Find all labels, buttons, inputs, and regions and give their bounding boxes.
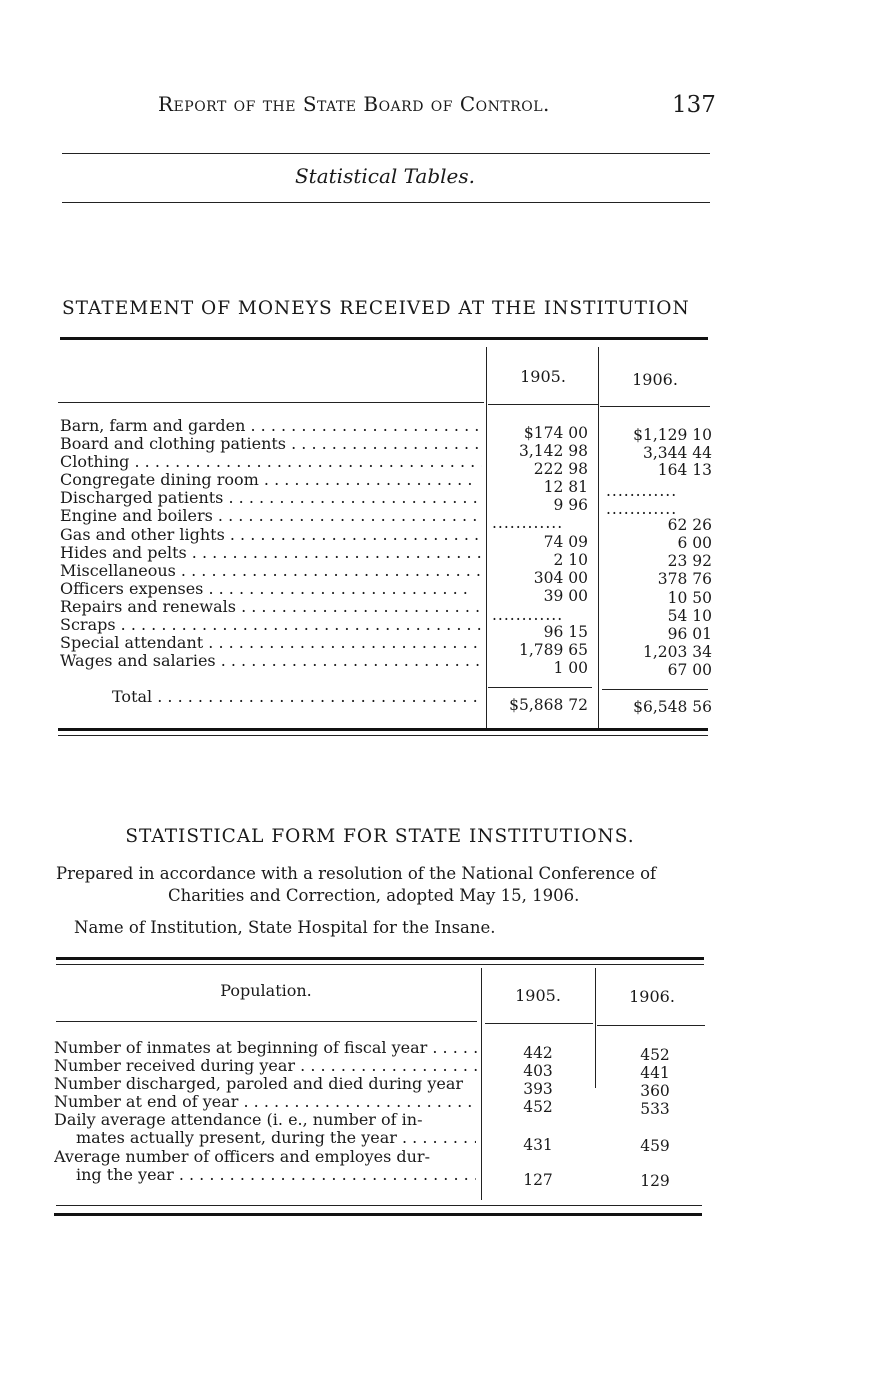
population-label: Number discharged, paroled and died during year xyxy=(54,1075,464,1093)
amount-1906: 67 00 xyxy=(667,661,712,679)
moneys-bottom-rule-2 xyxy=(58,735,708,736)
statform-top-rule xyxy=(56,957,704,960)
population-1906: 441 xyxy=(640,1064,670,1082)
header-rule-bottom xyxy=(62,202,710,203)
amount-1905: 9 96 xyxy=(553,496,588,514)
statform-bottom-rule xyxy=(56,1205,702,1206)
moneys-header-rule-stub xyxy=(58,402,484,403)
row-label: Engine and boilers . . . xyxy=(60,507,482,525)
moneys-header-rule-1905 xyxy=(488,404,598,405)
moneys-col-1906: 1906. xyxy=(632,370,678,389)
page-number: 137 xyxy=(672,92,716,118)
population-1905: 452 xyxy=(523,1098,553,1116)
row-label: Officers expenses . . . xyxy=(60,580,472,598)
statform-top-rule-2 xyxy=(56,964,704,965)
amount-1905: 1 00 xyxy=(553,659,588,677)
amount-1905: 96 15 xyxy=(543,623,588,641)
total-1906: $6,548 56 xyxy=(633,698,712,716)
row-label: Clothing . . . xyxy=(60,453,482,471)
statform-header-rule-1905 xyxy=(485,1023,593,1024)
amount-1906: 10 50 xyxy=(667,589,712,607)
amount-1905-blank: ............ xyxy=(492,606,564,624)
population-1905: 127 xyxy=(523,1171,553,1189)
prepared-note-line2: Charities and Correction, adopted May 15, 1906. xyxy=(168,886,580,905)
row-label: Miscellaneous . . . xyxy=(60,562,482,580)
statform-bottom-rule-2 xyxy=(54,1213,702,1216)
institution-name: Name of Institution, State Hospital for the Insane. xyxy=(74,918,496,937)
row-label: Special attendant . . . xyxy=(60,634,482,652)
header-rule-top xyxy=(62,153,710,154)
amount-1906: 96 01 xyxy=(667,625,712,643)
amount-1906: $1,129 10 xyxy=(633,426,712,444)
population-1906: 452 xyxy=(640,1046,670,1064)
amount-1905: 222 98 xyxy=(533,460,588,478)
population-1905: 403 xyxy=(523,1062,553,1080)
population-label-line2: mates actually present, during the year . . . xyxy=(76,1129,476,1147)
amount-1905: 39 00 xyxy=(543,587,588,605)
population-1905: 431 xyxy=(523,1136,553,1154)
amount-1906: 3,344 44 xyxy=(642,444,712,462)
total-1905: $5,868 72 xyxy=(509,696,588,714)
statform-col-1905: 1905. xyxy=(515,986,561,1005)
population-label: Number received during year . . . xyxy=(54,1057,478,1075)
prepared-note-line1: Prepared in accordance with a resolution of the National Conference of xyxy=(56,864,657,883)
moneys-top-rule xyxy=(60,337,708,340)
moneys-col-divider-1 xyxy=(486,347,487,729)
amount-1905: 304 00 xyxy=(533,569,588,587)
amount-1906: 23 92 xyxy=(667,552,712,570)
moneys-header-rule-1906 xyxy=(600,406,710,407)
population-label-line1: Average number of officers and employes dur- xyxy=(54,1148,430,1166)
amount-1905-blank: ............ xyxy=(492,514,564,532)
population-header: Population. xyxy=(220,981,312,1000)
amount-1905: 2 10 xyxy=(553,551,588,569)
row-label: Repairs and renewals . . . xyxy=(60,598,482,616)
row-label: Board and clothing patients . . . xyxy=(60,435,482,453)
population-1906: 129 xyxy=(640,1172,670,1190)
population-label-line1: Daily average attendance (i. e., number of in- xyxy=(54,1111,423,1129)
amount-1905: $174 00 xyxy=(523,424,588,442)
row-label: Gas and other lights . . . xyxy=(60,526,482,544)
moneys-table-title: STATEMENT OF MONEYS RECEIVED AT THE INSTITUTION xyxy=(62,298,690,319)
population-label: Number at end of year . . . xyxy=(54,1093,478,1111)
amount-1906: 1,203 34 xyxy=(642,643,712,661)
population-label-line2: ing the year . . . xyxy=(76,1166,476,1184)
amount-1906: 62 26 xyxy=(667,516,712,534)
amount-1905: 12 81 xyxy=(543,478,588,496)
row-label: Scraps . . . xyxy=(60,616,482,634)
statform-header-rule-1906 xyxy=(597,1025,705,1026)
row-label: Congregate dining room . . . xyxy=(60,471,472,489)
total-label: Total . . . xyxy=(112,688,482,706)
amount-1906: 6 00 xyxy=(677,534,712,552)
statform-col-1906: 1906. xyxy=(629,987,675,1006)
population-label: Number of inmates at beginning of fiscal year . . . xyxy=(54,1039,478,1057)
moneys-col-1905: 1905. xyxy=(520,367,566,386)
amount-1906-blank: ............ xyxy=(606,482,678,500)
population-1905: 393 xyxy=(523,1080,553,1098)
row-label: Hides and pelts . . . xyxy=(60,544,482,562)
population-1906: 533 xyxy=(640,1100,670,1118)
amount-1905: 74 09 xyxy=(543,533,588,551)
running-title: Report of the State Board of Control. xyxy=(158,92,550,116)
row-label: Discharged patients . . . xyxy=(60,489,482,507)
statform-header-rule-stub xyxy=(56,1021,477,1022)
statform-col-divider-2 xyxy=(595,968,596,1088)
amount-1906-blank: ............ xyxy=(606,500,678,518)
total-rule-1905 xyxy=(488,687,592,688)
amount-1905: 1,789 65 xyxy=(518,641,588,659)
moneys-col-divider-2 xyxy=(598,347,599,729)
population-1906: 459 xyxy=(640,1137,670,1155)
moneys-bottom-rule xyxy=(58,728,708,731)
row-label: Wages and salaries . . . xyxy=(60,652,482,670)
amount-1906: 164 13 xyxy=(657,461,712,479)
amount-1906: 54 10 xyxy=(667,607,712,625)
population-1905: 442 xyxy=(523,1044,553,1062)
population-1906: 360 xyxy=(640,1082,670,1100)
amount-1906: 378 76 xyxy=(657,570,712,588)
total-rule-1906 xyxy=(602,689,708,690)
row-label: Barn, farm and garden . . . xyxy=(60,417,482,435)
section-subtitle: Statistical Tables. xyxy=(294,164,476,188)
statform-title: STATISTICAL FORM FOR STATE INSTITUTIONS. xyxy=(125,826,635,847)
amount-1905: 3,142 98 xyxy=(518,442,588,460)
